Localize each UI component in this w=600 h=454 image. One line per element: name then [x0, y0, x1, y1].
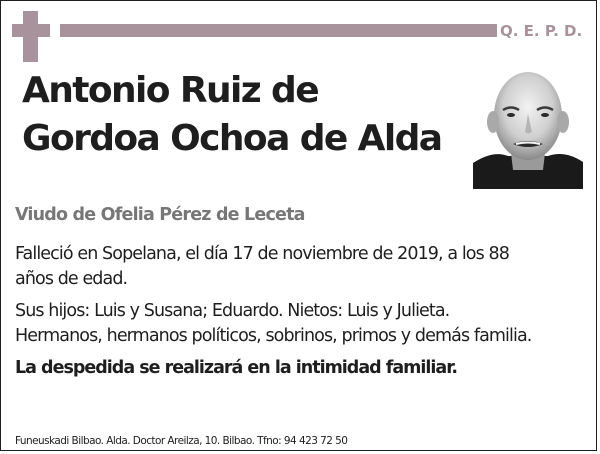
- deceased-name-line-1: Antonio Ruiz de: [22, 70, 319, 111]
- death-details-line-1: Falleció en Sopelana, el día 17 de noviembre de 2019, a los 88: [15, 244, 509, 264]
- portrait-image: [473, 58, 583, 189]
- farewell-notice: La despedida se realizará en la intimidad familiar.: [15, 358, 457, 378]
- widow-of-line: Viudo de Ofelia Pérez de Leceta: [15, 205, 305, 225]
- family-line-children: Sus hijos: Luis y Susana; Eduardo. Nietos: Luis y Julieta.: [15, 301, 450, 321]
- cross-horizontal-bar: [12, 24, 50, 37]
- qepd-label: Q. E. P. D.: [500, 22, 583, 40]
- deceased-name: [22, 67, 462, 163]
- family-line-relatives: Hermanos, hermanos políticos, sobrinos, primos y demás familia.: [15, 325, 532, 346]
- deceased-portrait-photo: [473, 58, 583, 189]
- death-details: [15, 242, 595, 291]
- death-details-line-2: años de edad.: [15, 268, 128, 289]
- funeral-home-info: Funeuskadi Bilbao. Alda. Doctor Areilza, 10. Bilbao. Tfno: 94 423 72 50: [15, 435, 348, 447]
- family-list: [15, 299, 595, 348]
- header-divider-bar: [60, 24, 497, 37]
- deceased-name-line-2: Gordoa Ochoa de Alda: [22, 118, 442, 159]
